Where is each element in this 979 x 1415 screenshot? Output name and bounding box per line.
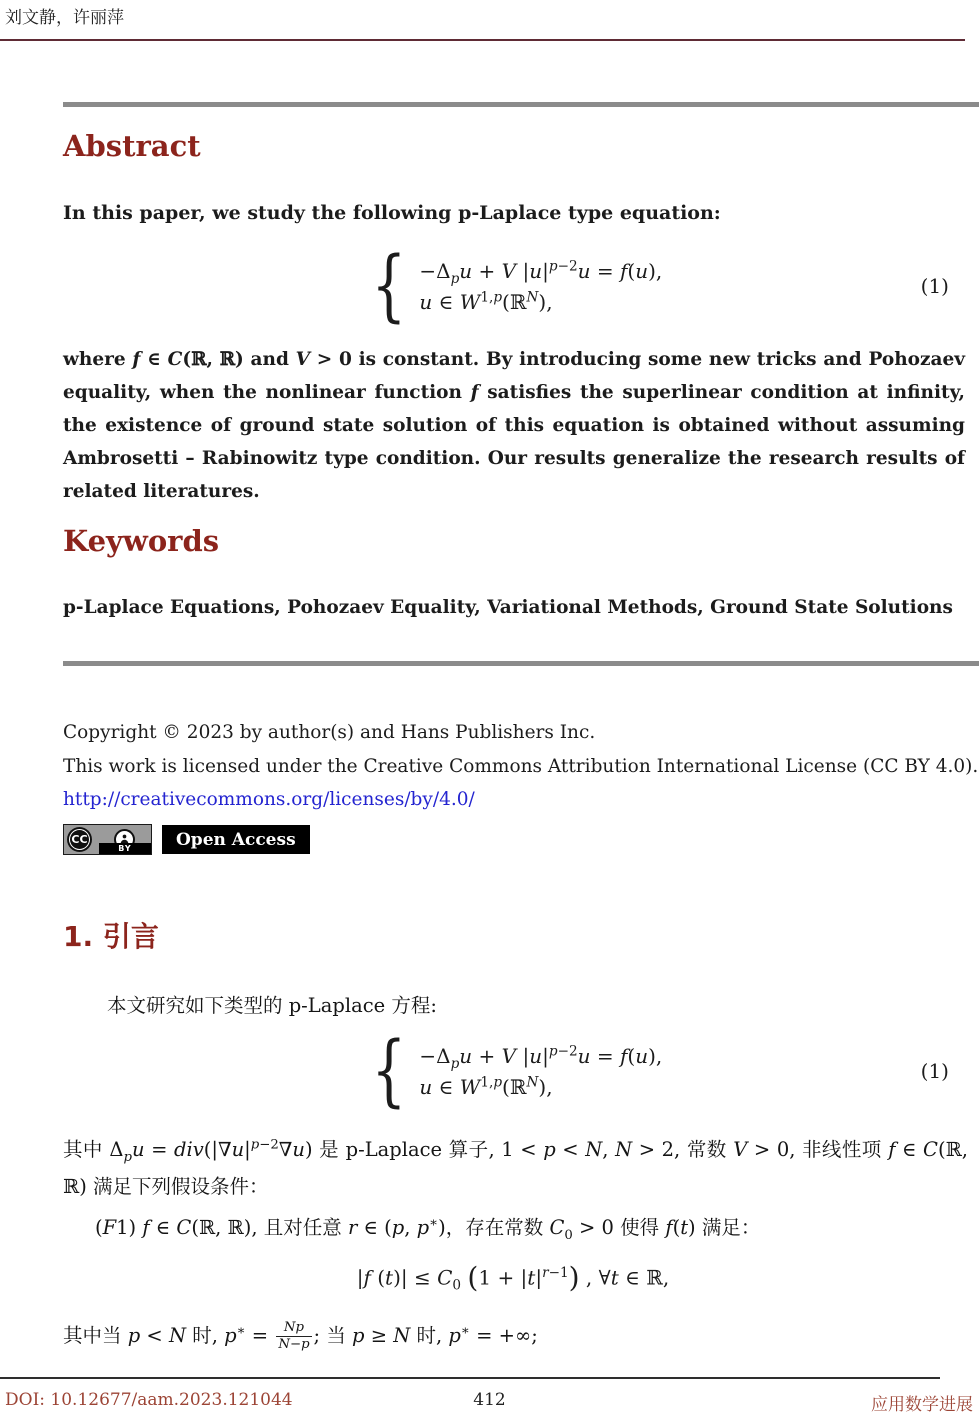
license-line: This work is licensed under the Creative Commons Attribution International License (CC BY 4.0). [63,756,979,777]
condition-f1-line: (F1) f ∈ C(ℝ, ℝ), 且对任意 r ∈ (p, p∗)，存在常数 $C_0 > 0$ 使得 f(t) 满足： [95,1215,761,1243]
keywords-list: p-Laplace Equations, Pohozaev Equality, Variational Methods, Ground State Solutions [63,597,953,618]
copyright-line: Copyright © 2023 by author(s) and Hans Publishers Inc. [63,722,596,743]
cc-by-badge[interactable] [63,824,152,855]
growth-condition-formula: |f $(t)| \le C_0$ $(1 + |t|^{r-1})$ , ∀t ∈ ℝ, [356,1261,670,1294]
keywords-bottom-rule [63,661,979,666]
header-divider-line [0,39,965,41]
author-names: 刘文静，许丽萍 [5,8,124,28]
operator-definition-paragraph: 其中 $\Delta_pu = div(|\nabla u|^{p-2}\nabla u)$ 是 p-Laplace 算子, 1 < p < N, N > 2, 常数 V > 0, 非线性项 f ∈ C(ℝ, ℝ) 满足下列假设条件： [63,1137,968,1198]
license-badges-row [63,824,310,855]
cc-logo-icon: CC [67,827,92,852]
journal-name: 应用数学进展 [871,1395,973,1415]
equation-line-2: u ∈ W$^{1,p}$(ℝ$^N$), [419,288,553,314]
abstract-heading: Abstract [63,129,201,163]
section-1-heading: 1. 引言 [63,920,159,953]
open-access-badge[interactable]: Open Access [162,825,310,854]
left-brace: { [371,1025,406,1116]
by-label: BY [99,843,151,854]
abstract-top-rule [63,102,979,107]
footer-divider-line [0,1377,940,1379]
equation-number: (1) [920,274,949,298]
page-number: 412 [473,1390,506,1410]
left-brace: { [371,240,406,331]
abstract-intro-sentence: In this paper, we study the following p-Laplace type equation: [63,202,721,224]
license-url-link[interactable]: http://creativecommons.org/licenses/by/4.0/ [63,789,475,810]
equation-1-display [63,240,963,331]
page-footer [0,1390,979,1414]
equation-line-2: u ∈ W$^{1,p}$(ℝ$^N$), [419,1073,553,1099]
doi-text: DOI: 10.12677/aam.2023.121044 [5,1390,293,1410]
abstract-body-paragraph: where f ∈ C(ℝ, ℝ) and V > 0 is constant. By introducing some new tricks and Pohozaev equality, when the nonlinear function f satisfies the superlinear condition at infinity, the existence of ground state solution of this equation is obtained without assuming Ambrosetti – Rabinowitz type condition. Our results generalize the research results of related literatures. [63,349,965,502]
section-1-intro-sentence: 本文研究如下类型的 p-Laplace 方程: [107,994,437,1017]
equation-number: (1) [920,1059,949,1083]
keywords-heading: Keywords [63,524,220,558]
equation-line-1: $-\Delta_pu + V$ $|u|^{p-2}u = f(u)$, [419,1042,663,1072]
critical-exponent-line: 其中当 p < N 时, p∗ = $\frac{Np}{N-p}$ ; 当 p ≥ N 时, p∗ = +∞; [63,1320,538,1352]
equation-1-display-repeat [63,1025,963,1116]
equation-line-1: $-\Delta_pu + V$ $|u|^{p-2}u = f(u)$, [419,257,663,287]
